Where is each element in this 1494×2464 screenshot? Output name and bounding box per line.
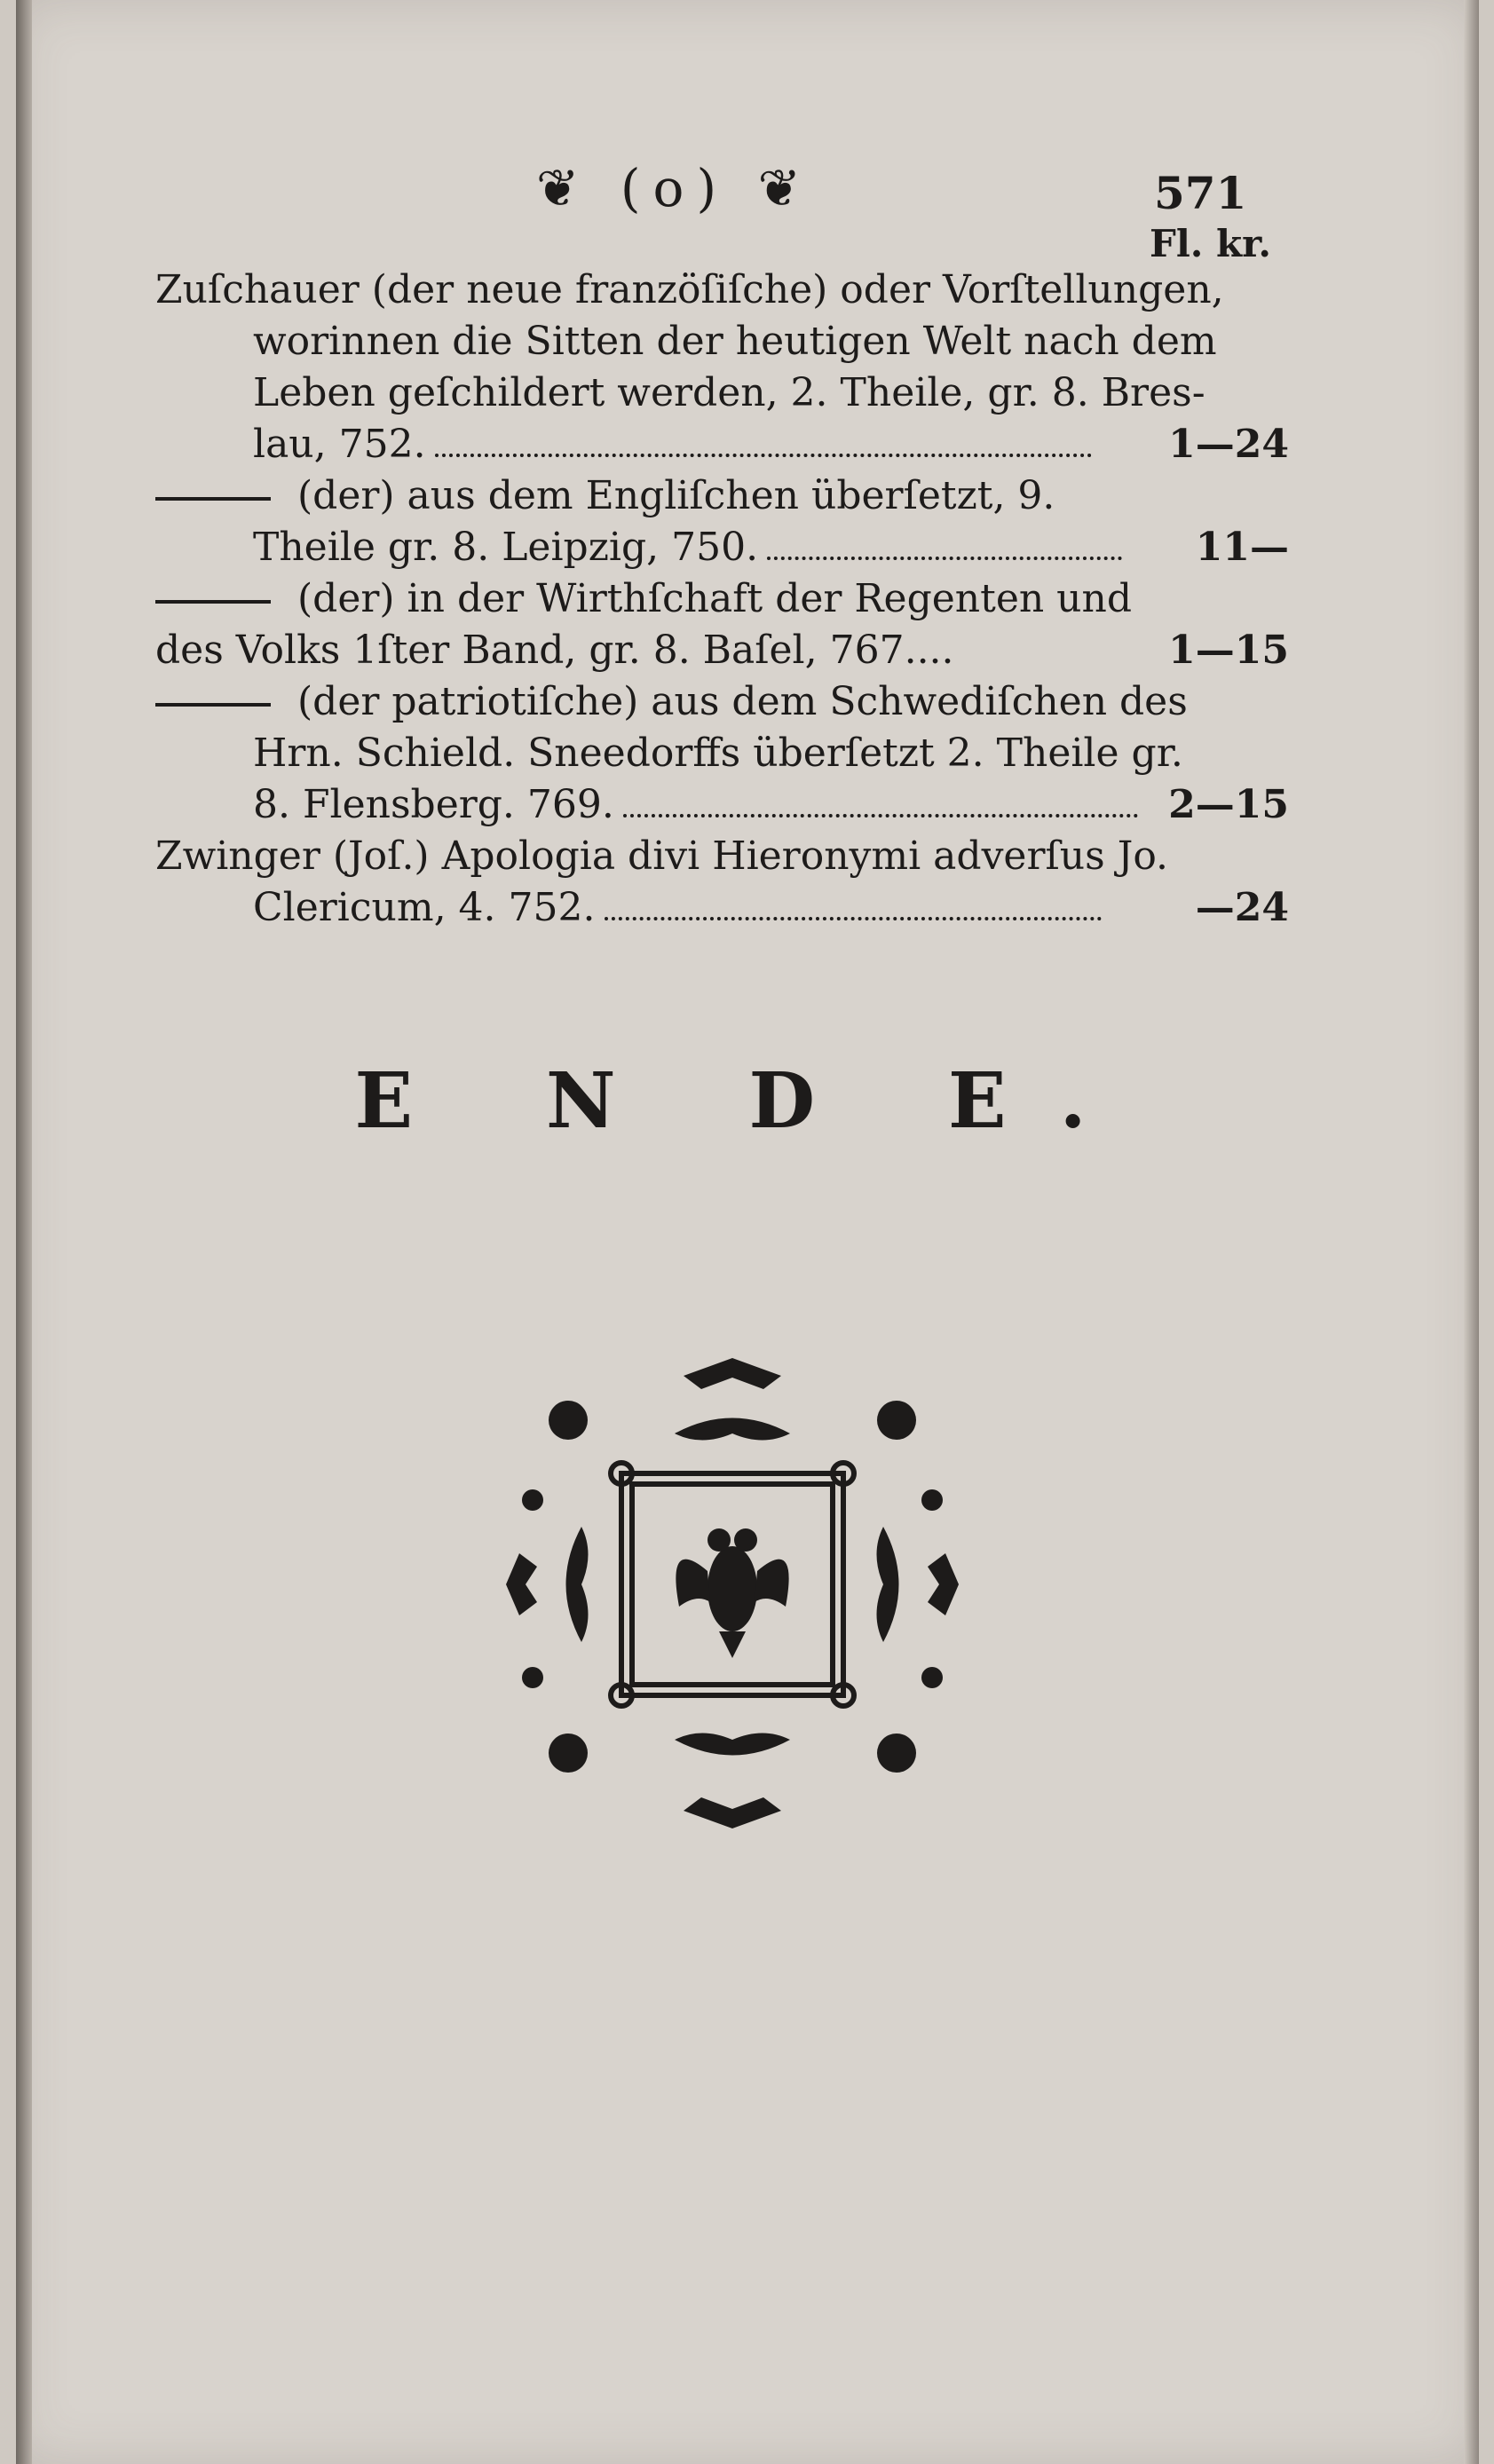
entry-text: (der) aus dem Engliſchen überſetzt, 9. xyxy=(297,473,1055,518)
currency-column-head: Fl. kr. xyxy=(1150,222,1272,265)
leader-dots xyxy=(605,917,1102,920)
entry-line xyxy=(155,522,1309,573)
entry-price: 1—15 xyxy=(1168,628,1289,673)
entry-text: Clericum, 4. 752. xyxy=(253,885,596,930)
entry-text: 8. Flensberg. 769. xyxy=(253,782,614,827)
entry-line xyxy=(155,265,1309,316)
header-ornament: ❦ (o) ❦ xyxy=(535,158,814,218)
spine-edge xyxy=(16,0,32,2464)
entry-line xyxy=(155,882,1309,934)
entry-line xyxy=(155,779,1309,831)
entry-line xyxy=(155,419,1309,470)
entry-text: des Volks 1ſter Band, gr. 8. Baſel, 767.... xyxy=(155,628,954,673)
entry-price: —24 xyxy=(1195,885,1289,930)
entry-line xyxy=(155,470,1309,522)
entry-price: 11— xyxy=(1195,525,1289,570)
entry-line xyxy=(155,625,1309,676)
entry-price: 2—15 xyxy=(1168,782,1289,827)
entry-line xyxy=(155,367,1309,419)
entry-text: (der) in der Wirthſchaft der Regenten und xyxy=(297,576,1133,621)
catalog-entries xyxy=(155,265,1309,934)
entry-line xyxy=(155,728,1309,779)
entry-text: lau, 752. xyxy=(253,422,426,467)
page-number: 571 xyxy=(1154,167,1247,219)
leader-dots xyxy=(767,557,1122,560)
leader-dots xyxy=(623,814,1138,817)
entry-price: 1—24 xyxy=(1168,422,1289,467)
entry-line xyxy=(155,831,1309,882)
ditto-dash xyxy=(155,497,271,501)
page-header xyxy=(0,158,1494,229)
entry-text: worinnen die Sitten der heutigen Welt nach dem xyxy=(253,319,1217,364)
entry-text: Leben geſchildert werden, 2. Theile, gr. 8. Bres- xyxy=(253,370,1205,415)
ditto-dash xyxy=(155,600,271,604)
ditto-dash xyxy=(155,703,271,707)
entry-text: Zwinger (Joſ.) Apologia divi Hieronymi adverſus Jo. xyxy=(155,833,1169,879)
entry-text: Zuſchauer (der neue franzöſiſche) oder Vorſtellungen, xyxy=(155,267,1224,312)
page-edge xyxy=(1464,0,1479,2464)
entry-text: Theile gr. 8. Leipzig, 750. xyxy=(253,525,759,570)
entry-text: Hrn. Schield. Sneedorffs überſetzt 2. Theile gr. xyxy=(253,731,1183,776)
entry-text: (der patriotiſche) aus dem Schwediſchen des xyxy=(297,679,1188,724)
ende-heading: E N D E. xyxy=(354,1056,1140,1146)
entry-line xyxy=(155,573,1309,625)
entry-line xyxy=(155,676,1309,728)
double-headed-eagle-ornament-icon xyxy=(497,1349,968,1846)
leader-dots xyxy=(435,454,1092,457)
entry-line xyxy=(155,316,1309,367)
